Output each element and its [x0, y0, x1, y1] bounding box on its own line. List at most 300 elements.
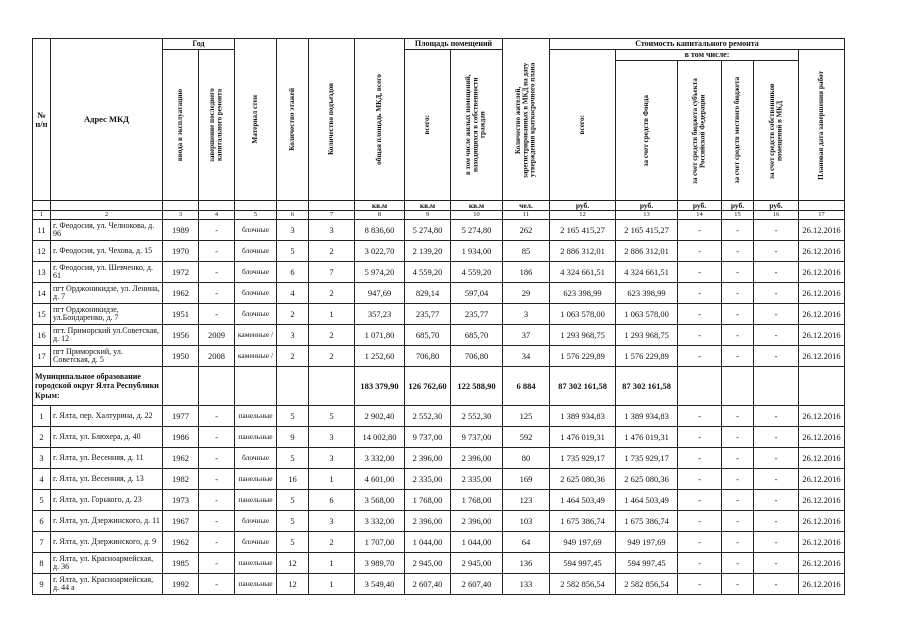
cost-fund-cell: 1 063 578,00 [616, 304, 678, 325]
area-all-cell: 2 607,40 [405, 574, 451, 595]
rows-feodosia [33, 220, 845, 367]
entrances-cell: 1 [309, 574, 355, 595]
area-resid-cell: 235,77 [451, 304, 503, 325]
total-area-cell: 8 836,60 [355, 220, 405, 241]
area-resid-cell: 9 737,00 [451, 427, 503, 448]
header-owners [754, 61, 799, 201]
column-number-cell: 1 [33, 211, 51, 220]
floors-cell: 3 [277, 220, 309, 241]
cost-fund-cell: 949 197,69 [616, 532, 678, 553]
address-cell: г. Ялта, ул. Дзержинского, д. 11 [51, 511, 163, 532]
cost-local-cell: - [722, 448, 754, 469]
table-row [33, 469, 845, 490]
muni-empty-16 [754, 367, 799, 406]
plan-date-cell: 26.12.2016 [799, 574, 845, 595]
cost-owners-cell: - [754, 469, 799, 490]
header-area-resid [451, 50, 503, 201]
column-numbers-row [33, 211, 845, 220]
cost-fund-cell: 1 735 929,17 [616, 448, 678, 469]
entrances-cell: 2 [309, 532, 355, 553]
area-resid-cell: 706,80 [451, 346, 503, 367]
cost-subject-cell: - [678, 532, 722, 553]
header-total-area-label: общая площадь МКД, всего [374, 74, 383, 165]
cost-local-cell: - [722, 406, 754, 427]
table-row [33, 325, 845, 346]
column-number-cell: 8 [355, 211, 405, 220]
plan-date-cell: 26.12.2016 [799, 448, 845, 469]
area-all-cell: 2 335,00 [405, 469, 451, 490]
cost-total-cell: 1 735 929,17 [550, 448, 616, 469]
floors-cell: 3 [277, 325, 309, 346]
area-all-cell: 2 396,00 [405, 511, 451, 532]
unit-cell: руб. [616, 201, 678, 211]
residents-cell: 103 [503, 511, 550, 532]
area-resid-cell: 685,70 [451, 325, 503, 346]
units-row [33, 201, 845, 211]
cost-subject-cell: - [678, 574, 722, 595]
header-last-repair [199, 50, 235, 201]
unit-cell: руб. [550, 201, 616, 211]
cost-total-cell: 2 886 312,01 [550, 241, 616, 262]
year-commission-cell: 1951 [163, 304, 199, 325]
unit-cell [51, 201, 163, 211]
repair-plan-sheet [32, 38, 845, 595]
header-entrances-label: Количество подъездов [326, 83, 335, 156]
cost-total-cell: 623 398,99 [550, 283, 616, 304]
table-row [33, 427, 845, 448]
muni-residents: 6 884 [503, 367, 550, 406]
table-row [33, 220, 845, 241]
floors-cell: 5 [277, 511, 309, 532]
table-row [33, 262, 845, 283]
address-cell: г. Ялта, ул. Весенняя, д. 11 [51, 448, 163, 469]
plan-date-cell: 26.12.2016 [799, 304, 845, 325]
residents-cell: 29 [503, 283, 550, 304]
unit-cell [163, 201, 199, 211]
total-area-cell: 4 601,00 [355, 469, 405, 490]
area-resid-cell: 2 607,40 [451, 574, 503, 595]
table-row [33, 346, 845, 367]
entrances-cell: 3 [309, 220, 355, 241]
total-area-cell: 5 974,20 [355, 262, 405, 283]
year-repair-cell: - [199, 406, 235, 427]
year-commission-cell: 1986 [163, 427, 199, 448]
total-area-cell: 357,23 [355, 304, 405, 325]
cost-total-cell: 1 063 578,00 [550, 304, 616, 325]
cost-fund-cell: 1 675 386,74 [616, 511, 678, 532]
entrances-cell: 2 [309, 346, 355, 367]
year-repair-cell: - [199, 490, 235, 511]
address-cell: г. Феодосия, ул. Шевченко, д. 61 [51, 262, 163, 283]
header-date-label: Плановая дата завершения работ [816, 70, 825, 180]
row-number-cell: 11 [33, 220, 51, 241]
table-row [33, 553, 845, 574]
cost-total-cell: 949 197,69 [550, 532, 616, 553]
unit-cell: руб. [754, 201, 799, 211]
area-all-cell: 5 274,80 [405, 220, 451, 241]
wall-material-cell: блочные [235, 220, 277, 241]
header-cost-all-label: всего: [577, 115, 586, 135]
area-resid-cell: 2 396,00 [451, 511, 503, 532]
cost-total-cell: 1 293 968,75 [550, 325, 616, 346]
year-repair-cell: - [199, 427, 235, 448]
muni-empty-3 [163, 367, 199, 406]
muni-summary [33, 367, 845, 406]
cost-owners-cell: - [754, 220, 799, 241]
residents-cell: 592 [503, 427, 550, 448]
cost-owners-cell: - [754, 262, 799, 283]
year-commission-cell: 1962 [163, 448, 199, 469]
header-local-label: за счет средств местного бюджета [732, 77, 741, 184]
row-number-cell: 13 [33, 262, 51, 283]
header-residents-label: Количество жителей, зарегистрированных в МКД на дату утверждения краткосрочного плана [513, 61, 537, 178]
wall-material-cell: каменные / [235, 325, 277, 346]
area-resid-cell: 1 934,00 [451, 241, 503, 262]
cost-local-cell: - [722, 220, 754, 241]
floors-cell: 5 [277, 532, 309, 553]
muni-summary-row [33, 367, 845, 406]
header-wall [235, 39, 277, 201]
entrances-cell: 6 [309, 490, 355, 511]
entrances-cell: 3 [309, 427, 355, 448]
header-group-cost: Стоимость капитального ремонта [550, 39, 845, 50]
cost-fund-cell: 1 476 019,31 [616, 427, 678, 448]
plan-date-cell: 26.12.2016 [799, 490, 845, 511]
entrances-cell: 2 [309, 325, 355, 346]
cost-fund-cell: 623 398,99 [616, 283, 678, 304]
address-cell: г. Ялта, пер. Халтурина, д. 22 [51, 406, 163, 427]
wall-material-cell: панельные [235, 427, 277, 448]
area-resid-cell: 597,04 [451, 283, 503, 304]
plan-date-cell: 26.12.2016 [799, 325, 845, 346]
wall-material-cell: блочные [235, 283, 277, 304]
cost-fund-cell: 2 625 080,36 [616, 469, 678, 490]
row-number-cell: 5 [33, 490, 51, 511]
unit-cell: чел. [503, 201, 550, 211]
plan-date-cell: 26.12.2016 [799, 469, 845, 490]
cost-fund-cell: 2 886 312,01 [616, 241, 678, 262]
entrances-cell: 1 [309, 304, 355, 325]
header-fund [616, 61, 678, 201]
header-entrances [309, 39, 355, 201]
header-last-repair-label: завершение последнего капитального ремонта [208, 88, 224, 162]
cost-owners-cell: - [754, 532, 799, 553]
year-repair-cell: - [199, 469, 235, 490]
unit-cell: кв.м [405, 201, 451, 211]
total-area-cell: 3 568,00 [355, 490, 405, 511]
floors-cell: 16 [277, 469, 309, 490]
cost-subject-cell: - [678, 346, 722, 367]
year-commission-cell: 1982 [163, 469, 199, 490]
cost-owners-cell: - [754, 304, 799, 325]
cost-subject-cell: - [678, 262, 722, 283]
cost-total-cell: 2 582 856,54 [550, 574, 616, 595]
residents-cell: 64 [503, 532, 550, 553]
total-area-cell: 3 549,40 [355, 574, 405, 595]
residents-cell: 186 [503, 262, 550, 283]
column-number-cell: 10 [451, 211, 503, 220]
cost-local-cell: - [722, 304, 754, 325]
unit-cell [235, 201, 277, 211]
cost-owners-cell: - [754, 448, 799, 469]
muni-empty-7 [309, 367, 355, 406]
year-commission-cell: 1985 [163, 553, 199, 574]
total-area-cell: 947,69 [355, 283, 405, 304]
floors-cell: 12 [277, 574, 309, 595]
area-resid-cell: 2 335,00 [451, 469, 503, 490]
address-cell: пгт Орджоникидзе, ул. Ленина, д. 7 [51, 283, 163, 304]
wall-material-cell: блочные [235, 532, 277, 553]
table-row [33, 406, 845, 427]
cost-subject-cell: - [678, 220, 722, 241]
cost-local-cell: - [722, 427, 754, 448]
header-commission-label: ввода в эксплуатацию [175, 88, 184, 162]
cost-local-cell: - [722, 346, 754, 367]
header-date [799, 50, 845, 201]
year-repair-cell: - [199, 262, 235, 283]
row-number-cell: 2 [33, 427, 51, 448]
table-row [33, 304, 845, 325]
column-number-cell: 3 [163, 211, 199, 220]
header-total-area [355, 39, 405, 201]
table-row [33, 511, 845, 532]
year-repair-cell: - [199, 448, 235, 469]
cost-total-cell: 4 324 661,51 [550, 262, 616, 283]
total-area-cell: 1 252,60 [355, 346, 405, 367]
wall-material-cell: панельные [235, 574, 277, 595]
row-number-cell: 8 [33, 553, 51, 574]
cost-subject-cell: - [678, 304, 722, 325]
year-repair-cell: - [199, 574, 235, 595]
row-number-cell: 1 [33, 406, 51, 427]
cost-fund-cell: 2 582 856,54 [616, 574, 678, 595]
cost-owners-cell: - [754, 553, 799, 574]
residents-cell: 85 [503, 241, 550, 262]
muni-total-area: 183 379,90 [355, 367, 405, 406]
entrances-cell: 7 [309, 262, 355, 283]
table-row [33, 532, 845, 553]
total-area-cell: 1 707,00 [355, 532, 405, 553]
wall-material-cell: блочные [235, 262, 277, 283]
header-subject-label: за счет средств бюджета субъекта Российской Федерации [691, 77, 707, 184]
cost-owners-cell: - [754, 283, 799, 304]
header-no [33, 39, 51, 201]
area-all-cell: 1 768,00 [405, 490, 451, 511]
row-number-cell: 3 [33, 448, 51, 469]
header-commission [163, 50, 199, 201]
total-area-cell: 1 071,80 [355, 325, 405, 346]
cost-subject-cell: - [678, 553, 722, 574]
floors-cell: 5 [277, 448, 309, 469]
residents-cell: 3 [503, 304, 550, 325]
total-area-cell: 3 989,70 [355, 553, 405, 574]
cost-fund-cell: 1 464 503,49 [616, 490, 678, 511]
address-cell: г. Ялта, ул. Горького, д. 23 [51, 490, 163, 511]
residents-cell: 136 [503, 553, 550, 574]
floors-cell: 4 [277, 283, 309, 304]
floors-cell: 2 [277, 304, 309, 325]
cost-fund-cell: 4 324 661,51 [616, 262, 678, 283]
area-resid-cell: 2 552,30 [451, 406, 503, 427]
header-area-all [405, 50, 451, 201]
wall-material-cell: панельные [235, 553, 277, 574]
entrances-cell: 1 [309, 469, 355, 490]
year-repair-cell: 2008 [199, 346, 235, 367]
area-all-cell: 2 139,20 [405, 241, 451, 262]
residents-cell: 34 [503, 346, 550, 367]
row-number-cell: 6 [33, 511, 51, 532]
area-all-cell: 1 044,00 [405, 532, 451, 553]
muni-empty-6 [277, 367, 309, 406]
area-resid-cell: 5 274,80 [451, 220, 503, 241]
year-repair-cell: - [199, 553, 235, 574]
muni-empty-15 [722, 367, 754, 406]
column-number-cell: 16 [754, 211, 799, 220]
unit-cell: кв.м [451, 201, 503, 211]
cost-owners-cell: - [754, 427, 799, 448]
residents-cell: 169 [503, 469, 550, 490]
residents-cell: 123 [503, 490, 550, 511]
area-all-cell: 4 559,20 [405, 262, 451, 283]
address-cell: г. Феодосия, ул. Чехова, д. 15 [51, 241, 163, 262]
wall-material-cell: панельные [235, 469, 277, 490]
cost-subject-cell: - [678, 490, 722, 511]
cost-local-cell: - [722, 553, 754, 574]
address-cell: г. Феодосия, ул. Челнокова, д. 96 [51, 220, 163, 241]
address-cell: г. Ялта, ул. Красноармейская, д. 44 а [51, 574, 163, 595]
cost-fund-cell: 1 389 934,83 [616, 406, 678, 427]
residents-cell: 133 [503, 574, 550, 595]
wall-material-cell: блочные [235, 511, 277, 532]
wall-material-cell: панельные [235, 490, 277, 511]
header-group-year: Год [163, 39, 235, 50]
address-cell: пгт Приморский, ул. Советская, д. 5 [51, 346, 163, 367]
row-number-cell: 14 [33, 283, 51, 304]
total-area-cell: 3 332,00 [355, 448, 405, 469]
header-group-incl: в том числе: [616, 50, 799, 61]
cost-subject-cell: - [678, 448, 722, 469]
year-repair-cell: - [199, 532, 235, 553]
header-local [722, 61, 754, 201]
year-commission-cell: 1967 [163, 511, 199, 532]
row-number-cell: 15 [33, 304, 51, 325]
header-owners-label: за счет средств собственников помещений в МКД [767, 82, 783, 179]
cost-local-cell: - [722, 511, 754, 532]
header-address-label: Адрес МКД [84, 114, 129, 125]
row-number-cell: 9 [33, 574, 51, 595]
row-number-cell: 7 [33, 532, 51, 553]
plan-date-cell: 26.12.2016 [799, 241, 845, 262]
unit-cell [199, 201, 235, 211]
header-residents [503, 39, 550, 201]
muni-area-all: 126 762,60 [405, 367, 451, 406]
cost-total-cell: 1 576 229,89 [550, 346, 616, 367]
area-all-cell: 2 396,00 [405, 448, 451, 469]
header-area-resid-label: в том числе жилых помещений, находящихся в собственности граждан [464, 74, 488, 176]
cost-total-cell: 2 165 415,27 [550, 220, 616, 241]
year-commission-cell: 1973 [163, 490, 199, 511]
table-row [33, 283, 845, 304]
year-commission-cell: 1956 [163, 325, 199, 346]
column-number-cell: 2 [51, 211, 163, 220]
year-repair-cell: - [199, 283, 235, 304]
row-number-cell: 4 [33, 469, 51, 490]
address-cell: г. Ялта, ул. Красноармейская, д. 36 [51, 553, 163, 574]
area-all-cell: 9 737,00 [405, 427, 451, 448]
floors-cell: 5 [277, 406, 309, 427]
total-area-cell: 14 002,80 [355, 427, 405, 448]
header-cost-all [550, 50, 616, 201]
year-repair-cell: - [199, 511, 235, 532]
cost-local-cell: - [722, 283, 754, 304]
plan-date-cell: 26.12.2016 [799, 427, 845, 448]
muni-label: Муниципальное образование городской округ Ялта Республики Крым: [33, 367, 163, 406]
year-commission-cell: 1992 [163, 574, 199, 595]
cost-local-cell: - [722, 490, 754, 511]
year-repair-cell: - [199, 304, 235, 325]
header-floors-label: Количество этажей [287, 88, 296, 151]
cost-fund-cell: 2 165 415,27 [616, 220, 678, 241]
plan-date-cell: 26.12.2016 [799, 283, 845, 304]
repair-plan-table [32, 38, 845, 595]
cost-owners-cell: - [754, 574, 799, 595]
area-resid-cell: 2 396,00 [451, 448, 503, 469]
cost-owners-cell: - [754, 325, 799, 346]
table-row [33, 490, 845, 511]
cost-local-cell: - [722, 469, 754, 490]
wall-material-cell: блочные [235, 304, 277, 325]
unit-cell [33, 201, 51, 211]
muni-area-resid: 122 588,90 [451, 367, 503, 406]
wall-material-cell: каменные / [235, 346, 277, 367]
plan-date-cell: 26.12.2016 [799, 262, 845, 283]
cost-subject-cell: - [678, 406, 722, 427]
floors-cell: 6 [277, 262, 309, 283]
year-repair-cell: - [199, 220, 235, 241]
cost-owners-cell: - [754, 346, 799, 367]
entrances-cell: 5 [309, 406, 355, 427]
entrances-cell: 1 [309, 553, 355, 574]
cost-owners-cell: - [754, 490, 799, 511]
entrances-cell: 2 [309, 241, 355, 262]
cost-owners-cell: - [754, 511, 799, 532]
column-number-cell: 13 [616, 211, 678, 220]
cost-subject-cell: - [678, 469, 722, 490]
column-number-cell: 9 [405, 211, 451, 220]
column-number-cell: 7 [309, 211, 355, 220]
plan-date-cell: 26.12.2016 [799, 553, 845, 574]
cost-subject-cell: - [678, 511, 722, 532]
table-row [33, 574, 845, 595]
header-floors [277, 39, 309, 201]
plan-date-cell: 26.12.2016 [799, 406, 845, 427]
muni-cost: 87 302 161,58 [550, 367, 616, 406]
wall-material-cell: панельные [235, 406, 277, 427]
address-cell: г. Ялта, ул. Блюхера, д. 40 [51, 427, 163, 448]
year-commission-cell: 1989 [163, 220, 199, 241]
unit-cell: руб. [678, 201, 722, 211]
column-number-cell: 5 [235, 211, 277, 220]
address-cell: пгт Орджоникидзе, ул.Бондаренко, д. 7 [51, 304, 163, 325]
plan-date-cell: 26.12.2016 [799, 346, 845, 367]
entrances-cell: 3 [309, 511, 355, 532]
floors-cell: 12 [277, 553, 309, 574]
unit-cell: кв.м [355, 201, 405, 211]
year-commission-cell: 1977 [163, 406, 199, 427]
table-row [33, 241, 845, 262]
cost-total-cell: 1 464 503,49 [550, 490, 616, 511]
cost-subject-cell: - [678, 283, 722, 304]
